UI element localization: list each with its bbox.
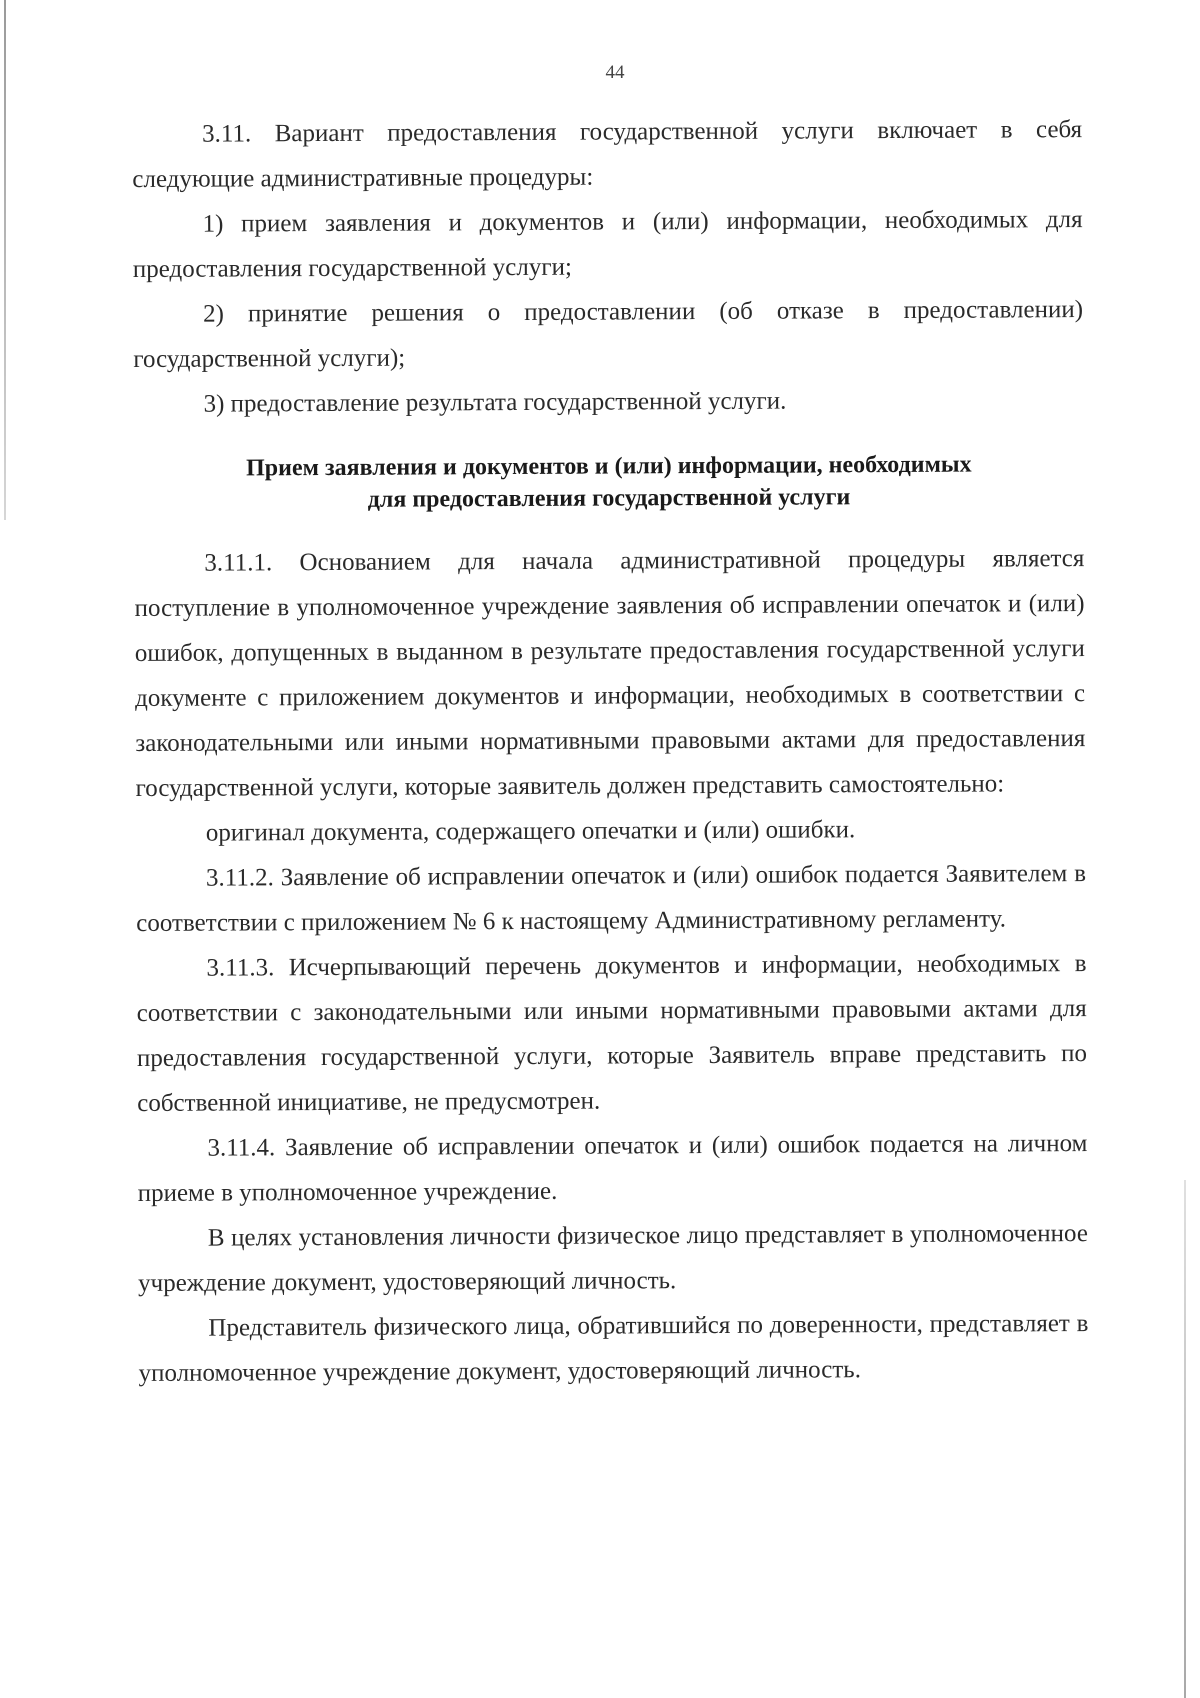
paragraph-3-11-4: 3.11.4. Заявление об исправлении опечаток и (или) ошибок подается на личном приеме в уполномоченное учреждение. bbox=[137, 1130, 1088, 1207]
section-heading-line-1: Прием заявления и документов и (или) информации, необходимых bbox=[246, 451, 972, 482]
scan-edge-right bbox=[1184, 1180, 1186, 1698]
paragraph-3-11-3: 3.11.3. Исчерпывающий перечень документов и информации, необходимых в соответствии с законодательными или иными нормативными правовыми актами для предоставления государственной услуги, которые Заявитель вправе представить по собственной инициативе, не предусмотрен. bbox=[136, 950, 1088, 1117]
document-body bbox=[132, 107, 1089, 1396]
paragraph-3-11-1: 3.11.1. Основанием для начала административной процедуры является поступление в уполномоченное учреждение заявления об исправлении опечаток и (или) ошибок, допущенных в выданном в результате предоставления государственной услуги документе с приложением документов и информации, необходимых в соответствии с законодательными или иными нормативными правовыми актами для предоставления государственной услуги, которые заявитель должен представить самостоятельно: bbox=[134, 545, 1086, 802]
list-item-2: 2) принятие решения о предоставлении (об отказе в предоставлении) государственной услуги); bbox=[133, 296, 1084, 373]
paragraph-identity: В целях установления личности физическое лицо представляет в уполномоченное учреждение документ, удостоверяющий личность. bbox=[138, 1220, 1088, 1297]
paragraph-original-document: оригинал документа, содержащего опечатки и (или) ошибки. bbox=[205, 816, 856, 847]
section-heading bbox=[134, 448, 1084, 517]
paragraph-representative: Представитель физического лица, обратившийся по доверенности, представляет в уполномоченное учреждение документ, удостоверяющий личность. bbox=[138, 1310, 1089, 1387]
section-heading-line-2: для предоставления государственной услуги bbox=[367, 484, 851, 513]
paragraph-3-11: 3.11. Вариант предоставления государственной услуги включает в себя следующие административные процедуры: bbox=[132, 116, 1083, 193]
list-item-3: 3) предоставление результата государственной услуги. bbox=[203, 387, 787, 418]
page-number: 44 bbox=[605, 62, 625, 83]
list-item-1: 1) прием заявления и документов и (или) информации, необходимых для предоставления государственной услуги; bbox=[132, 206, 1083, 283]
paragraph-3-11-2: 3.11.2. Заявление об исправлении опечаток и (или) ошибок подается Заявителем в соответствии с приложением № 6 к настоящему Административному регламенту. bbox=[136, 860, 1087, 937]
